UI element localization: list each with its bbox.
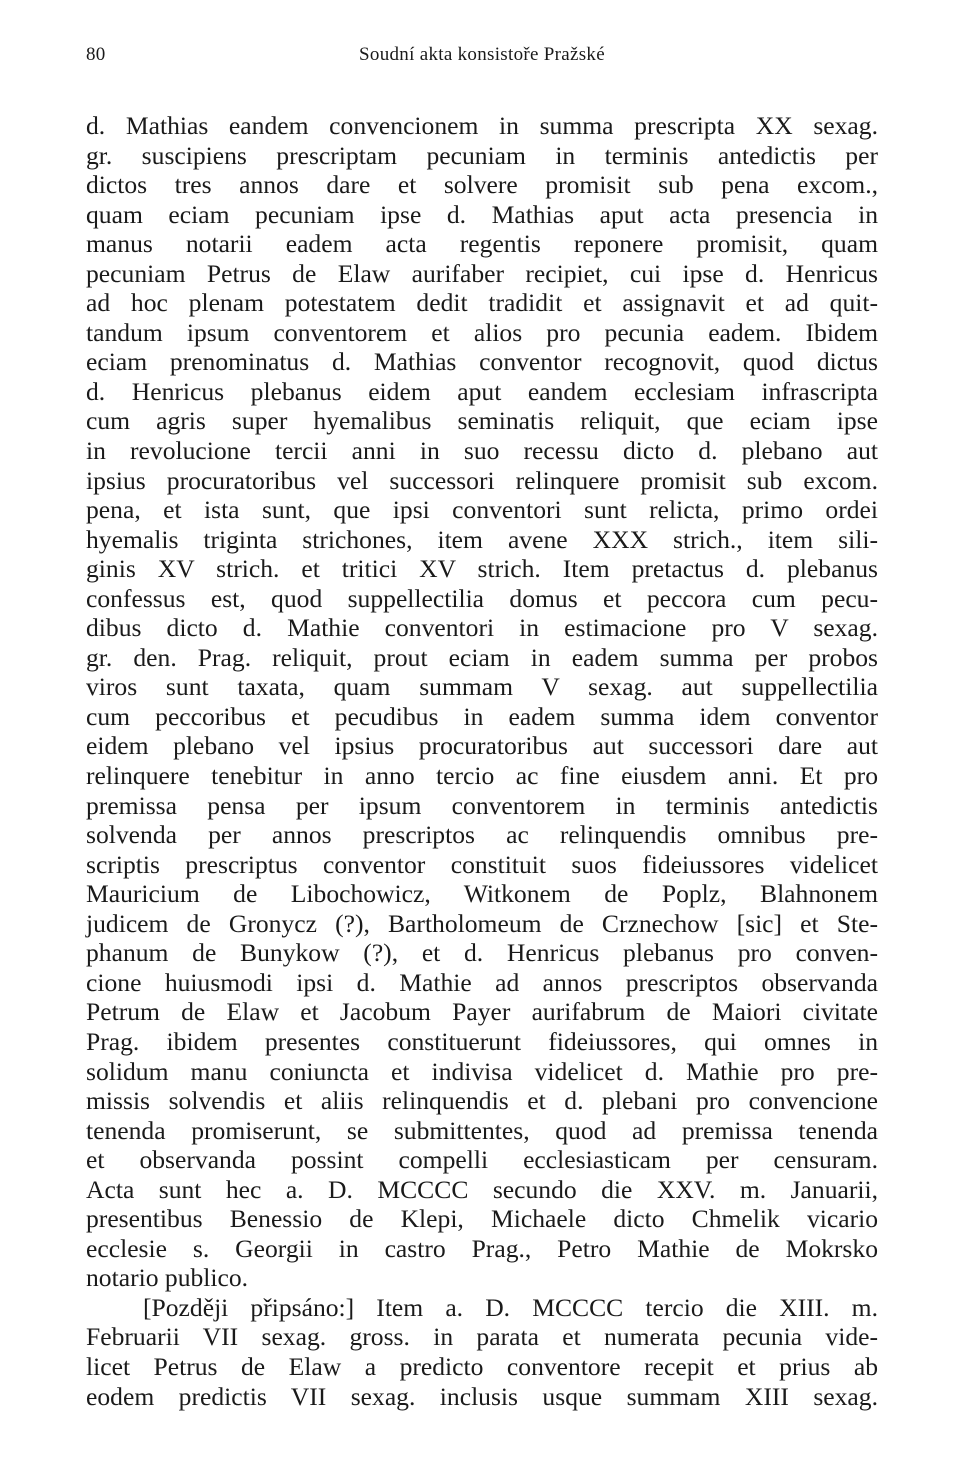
text-line: [Později připsáno:] Item a. D. MCCCC tercio die XIII. m. xyxy=(143,1292,878,1322)
text-line: hyemalis triginta strichones, item avene XXX strich., item sili- xyxy=(86,524,878,554)
text-line: Februarii VII sexag. gross. in parata et numerata pecunia vide- xyxy=(86,1322,878,1352)
text-line: dictos tres annos dare et solvere promisit sub pena excom., xyxy=(86,170,878,200)
text-line: solidum manu coniuncta et indivisa videlicet d. Mathie pro pre- xyxy=(86,1056,878,1086)
text-line: eciam prenominatus d. Mathias conventor recognovit, quod dictus xyxy=(86,347,878,377)
text-line: scriptis prescriptus conventor constituit suos fideiussores videlicet xyxy=(86,849,878,879)
text-line: Prag. ibidem presentes constituerunt fideiussores, qui omnes in xyxy=(86,1026,878,1056)
text-line: ginis XV strich. et tritici XV strich. Item pretactus d. plebanus xyxy=(86,554,878,584)
text-line: missis solvendis et aliis relinquendis et d. plebani pro convencione xyxy=(86,1086,878,1116)
text-line: gr. den. Prag. reliquit, prout eciam in eadem summa per probos xyxy=(86,642,878,672)
text-line: quam eciam pecuniam ipse d. Mathias aput acta presencia in xyxy=(86,199,878,229)
paragraph xyxy=(86,111,878,1293)
text-line: pecuniam Petrus de Elaw aurifaber recipiet, cui ipse d. Henricus xyxy=(86,258,878,288)
text-line: tandum ipsum conventorem et alios pro pecunia eadem. Ibidem xyxy=(86,317,878,347)
text-line: premissa pensa per ipsum conventorem in terminis antedictis xyxy=(86,790,878,820)
text-line: relinquere tenebitur in anno tercio ac fine eiusdem anni. Et pro xyxy=(86,761,878,791)
text-line: confessus est, quod suppellectilia domus et peccora cum pecu- xyxy=(86,583,878,613)
running-title: Soudní akta konsistoře Pražské xyxy=(359,44,605,65)
text-line: et observanda possint compelli ecclesiasticam per censuram. xyxy=(86,1145,878,1175)
text-line: Mauricium de Libochowicz, Witkonem de Poplz, Blahnonem xyxy=(86,879,878,909)
text-line: gr. suscipiens prescriptam pecuniam in terminis antedictis per xyxy=(86,140,878,170)
text-line: phanum de Bunykow (?), et d. Henricus plebanus pro conven- xyxy=(86,938,878,968)
text-line: Acta sunt hec a. D. MCCCC secundo die XXV. m. Januarii, xyxy=(86,1174,878,1204)
paragraph xyxy=(86,1293,878,1411)
body-text xyxy=(86,111,878,1411)
text-line: presentibus Benessio de Klepi, Michaele dicto Chmelik vicario xyxy=(86,1204,878,1234)
text-line: dibus dicto d. Mathie conventori in estimacione pro V sexag. xyxy=(86,613,878,643)
text-line: solvenda per annos prescriptos ac relinquendis omnibus pre- xyxy=(86,820,878,850)
text-line: ecclesie s. Georgii in castro Prag., Petro Mathie de Mokrsko xyxy=(86,1233,878,1263)
text-line: ipsius procuratoribus vel successori relinquere promisit sub excom. xyxy=(86,465,878,495)
text-line: judicem de Gronycz (?), Bartholomeum de Crznechow [sic] et Ste- xyxy=(86,908,878,938)
text-line: d. Henricus plebanus eidem aput eandem ecclesiam infrascripta xyxy=(86,376,878,406)
text-line: cione huiusmodi ipsi d. Mathie ad annos prescriptos observanda xyxy=(86,967,878,997)
text-line: eodem predictis VII sexag. inclusis usque summam XIII sexag. xyxy=(86,1381,878,1411)
text-line: ad hoc plenam potestatem dedit tradidit et assignavit et ad quit- xyxy=(86,288,878,318)
text-line: Petrum de Elaw et Jacobum Payer aurifabrum de Maiori civitate xyxy=(86,997,878,1027)
page-number: 80 xyxy=(86,44,106,65)
text-line: viros sunt taxata, quam summam V sexag. aut suppellectilia xyxy=(86,672,878,702)
text-line: manus notarii eadem acta regentis reponere promisit, quam xyxy=(86,229,878,259)
text-line: in revolucione tercii anni in suo recessu dicto d. plebano aut xyxy=(86,436,878,466)
text-line: d. Mathias eandem convencionem in summa prescripta XX sexag. xyxy=(86,111,878,140)
text-line: pena, et ista sunt, que ipsi conventori sunt relicta, primo ordei xyxy=(86,495,878,525)
text-line: cum agris super hyemalibus seminatis reliquit, que eciam ipse xyxy=(86,406,878,436)
text-line: tenenda promiserunt, se submittentes, quod ad premissa tenenda xyxy=(86,1115,878,1145)
text-line: licet Petrus de Elaw a predicto conventore recepit et prius ab xyxy=(86,1351,878,1381)
text-line: notario publico. xyxy=(86,1263,249,1293)
text-line: cum peccoribus et pecudibus in eadem summa idem conventor xyxy=(86,701,878,731)
running-head xyxy=(86,44,878,74)
text-line: eidem plebano vel ipsius procuratoribus aut successori dare aut xyxy=(86,731,878,761)
